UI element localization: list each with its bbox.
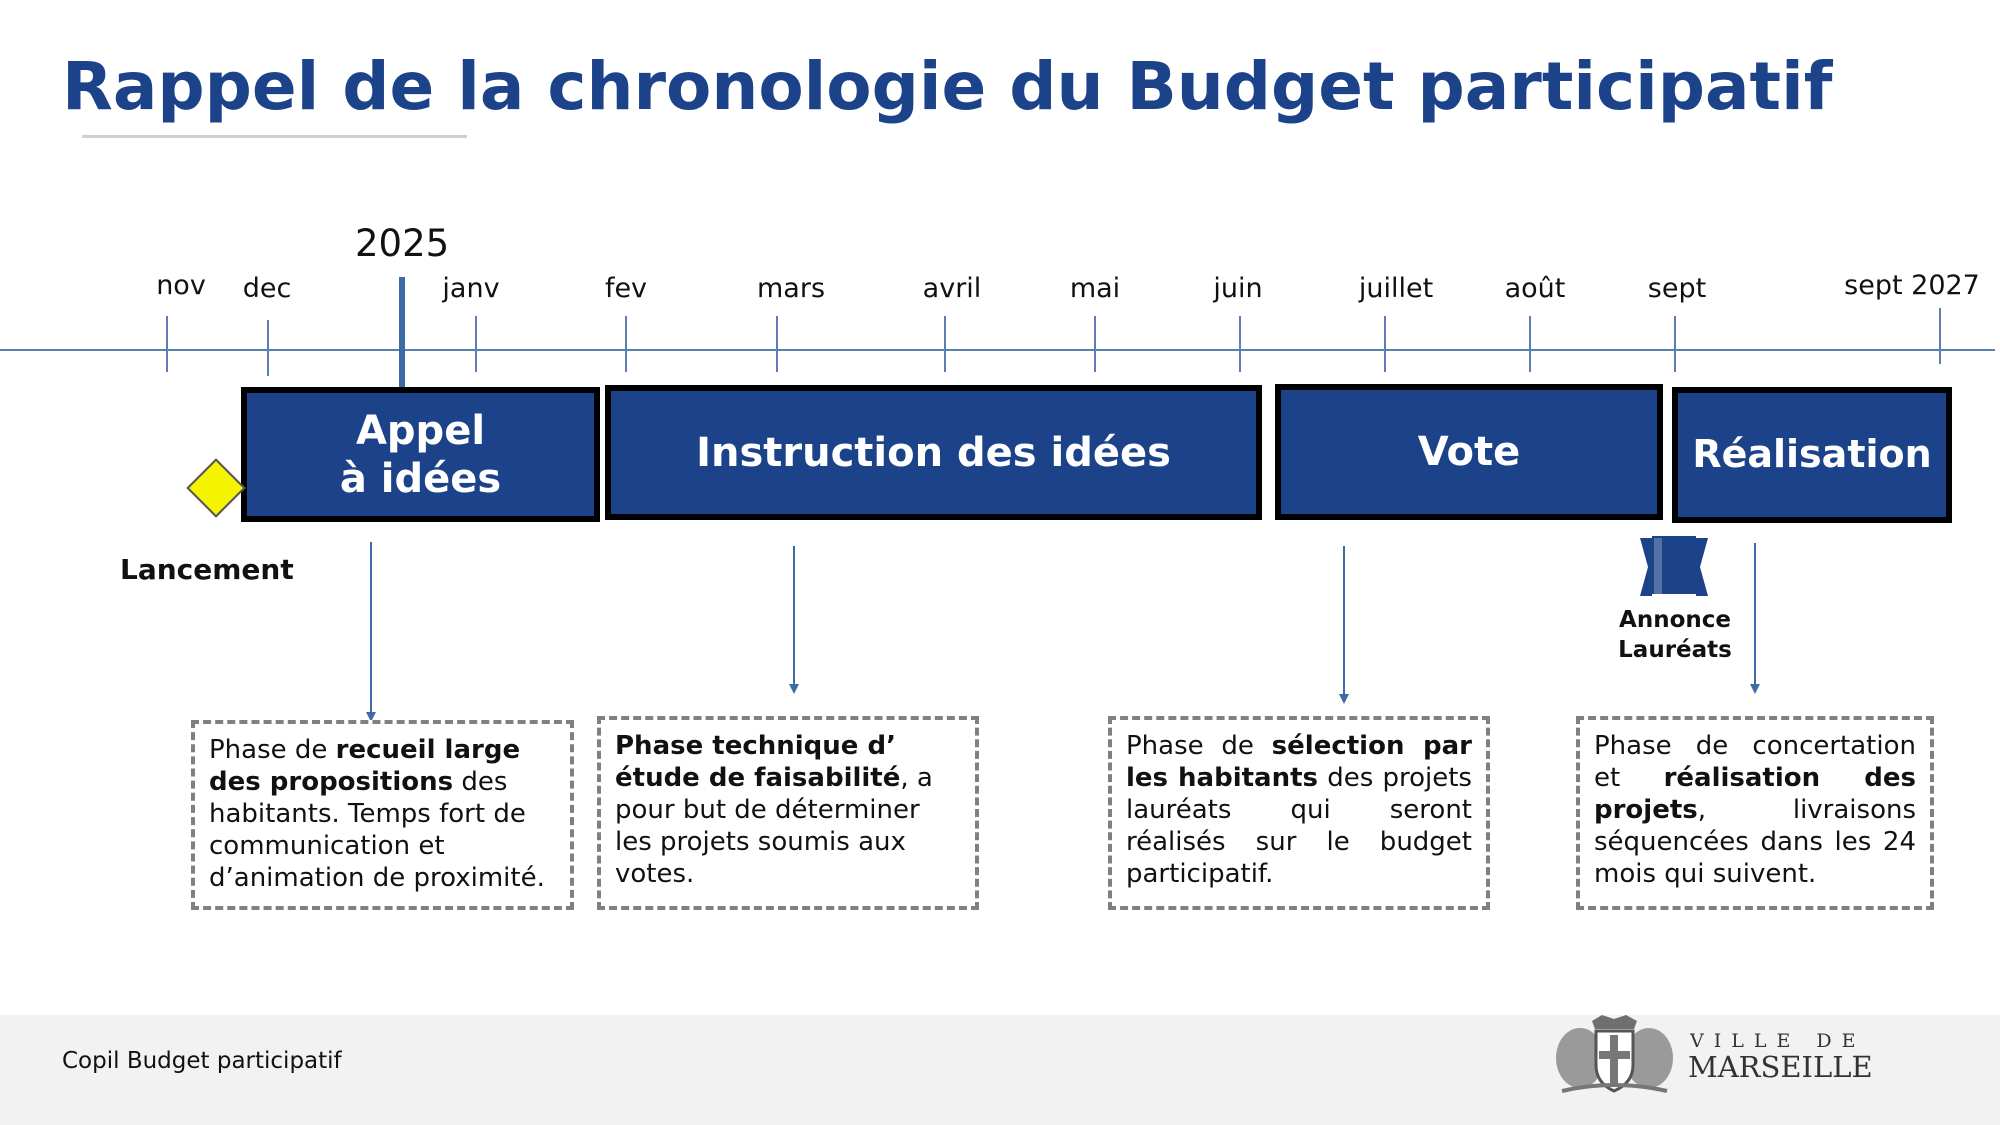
month-fev: fev (604, 273, 648, 304)
launch-diamond-icon (186, 458, 245, 517)
connector-realisation (1754, 543, 1756, 686)
month-aout: août (1504, 273, 1566, 304)
desc-appel-text2: des habitants. Temps fort de communication et d’animation de proximité. (209, 767, 545, 893)
month-janv: janv (442, 273, 500, 304)
year-marker (399, 277, 405, 394)
tick-fev (625, 316, 627, 372)
tick-sept-2027 (1939, 308, 1941, 364)
desc-vote-bold: sélection par les habitants (1126, 731, 1472, 793)
month-sept-2027: sept 2027 (1844, 270, 1980, 301)
tick-sept (1674, 316, 1676, 372)
logo-ville-de: VILLE DE (1690, 1030, 1866, 1052)
phase-appel-line2: à idées (339, 455, 502, 502)
connector-instruction (793, 546, 795, 686)
phase-instruction-label: Instruction des idées (696, 429, 1171, 476)
month-mars: mars (756, 273, 826, 304)
timeline-axis (0, 349, 1995, 351)
phase-realisation (1672, 387, 1952, 523)
tick-mai (1094, 316, 1096, 372)
winners-label (1605, 605, 1745, 665)
tick-avril (944, 316, 946, 372)
month-mai: mai (1069, 273, 1121, 304)
month-juillet: juillet (1358, 273, 1434, 304)
tick-juin (1239, 316, 1241, 372)
phase-appel (241, 387, 600, 522)
description-vote (1108, 716, 1490, 910)
launch-label: Lancement (120, 553, 294, 586)
connector-vote (1343, 546, 1345, 696)
desc-realisation-bold: réalisation des projets (1594, 763, 1916, 825)
desc-appel-text1: Phase de (209, 735, 336, 765)
month-juin: juin (1213, 273, 1263, 304)
winners-label-line1: Annonce (1619, 607, 1731, 633)
tick-nov (166, 316, 168, 372)
ribbon-icon (1638, 536, 1710, 601)
logo-marseille: MARSEILLE (1688, 1050, 1873, 1084)
desc-appel-bold: recueil large des propositions (209, 735, 521, 797)
title-underline (82, 135, 467, 138)
month-dec: dec (242, 273, 292, 304)
arrowhead-realisation (1750, 684, 1760, 694)
desc-vote-text1: Phase de (1126, 731, 1272, 761)
desc-instruction-text: , a pour but de déterminer les projets soumis aux votes. (615, 763, 933, 889)
arrowhead-vote (1339, 694, 1349, 704)
phase-vote-label: Vote (1417, 429, 1521, 475)
desc-realisation-text2: , livraisons séquencées dans les 24 mois qui suivent. (1594, 795, 1916, 889)
tick-janv (475, 316, 477, 372)
description-instruction (597, 716, 979, 910)
arrowhead-instruction (789, 684, 799, 694)
footer-text: Copil Budget participatif (62, 1048, 342, 1074)
phase-realisation-label: Réalisation (1692, 432, 1932, 477)
tick-mars (776, 316, 778, 372)
page-title: Rappel de la chronologie du Budget participatif (62, 48, 1833, 125)
winners-label-line2: Lauréats (1618, 637, 1732, 663)
description-realisation (1576, 716, 1934, 910)
phase-appel-line1: Appel (355, 407, 486, 454)
phase-vote (1275, 384, 1663, 520)
desc-instruction-bold: Phase technique d’ étude de faisabilité (615, 731, 901, 793)
phase-instruction (605, 385, 1262, 520)
tick-aout (1529, 316, 1531, 372)
desc-realisation-text1: Phase de concertation et (1594, 731, 1916, 793)
tick-dec (267, 320, 269, 376)
city-crest-icon (1552, 1013, 1677, 1097)
year-label: 2025 (355, 222, 450, 265)
connector-appel (370, 542, 372, 714)
desc-vote-text2: des projets lauréats qui seront réalisés sur le budget participatif. (1126, 763, 1472, 889)
tick-juillet (1384, 316, 1386, 372)
month-avril: avril (922, 273, 982, 304)
month-sept: sept (1647, 273, 1707, 304)
month-nov: nov (156, 270, 206, 301)
description-appel (191, 720, 574, 910)
